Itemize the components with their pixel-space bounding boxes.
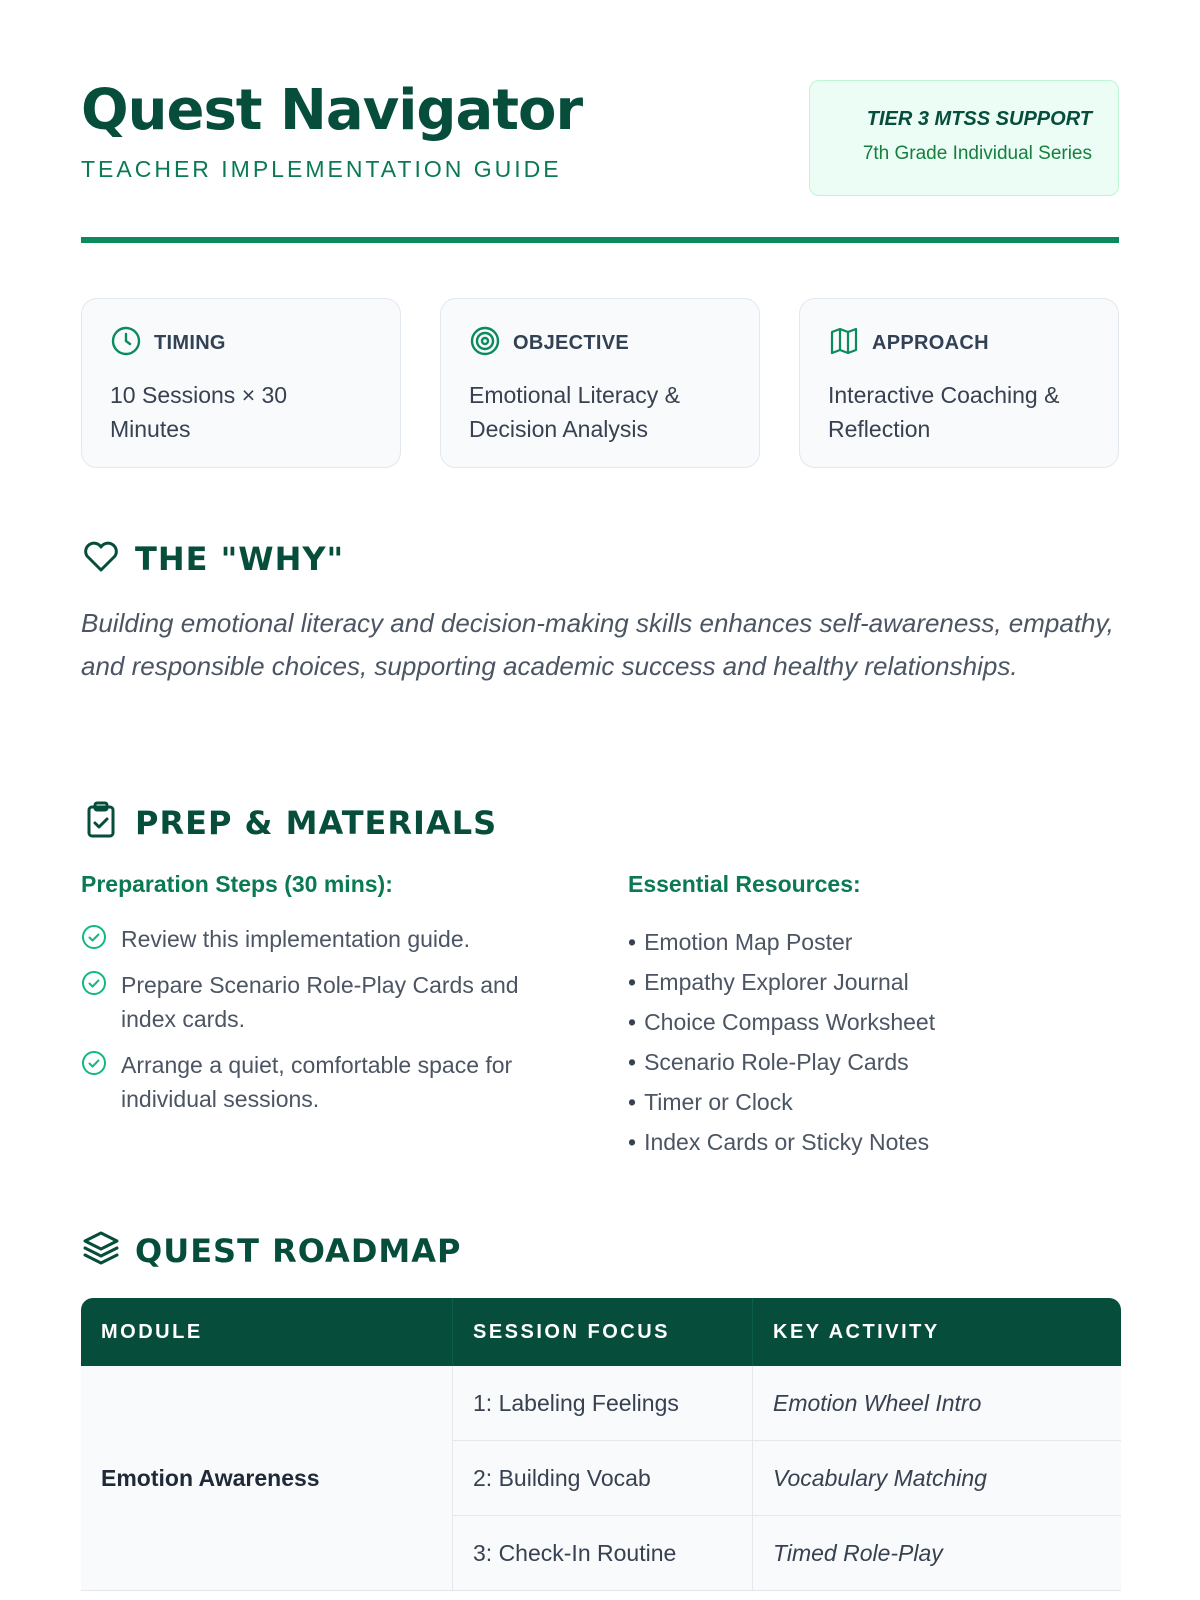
roadmap-table xyxy=(81,1298,1121,1591)
column-header-focus: SESSION FOCUS xyxy=(453,1298,753,1366)
step-text: Review this implementation guide. xyxy=(121,926,471,952)
card-body: Interactive Coaching & Reflection xyxy=(828,382,1060,442)
list-item xyxy=(81,922,561,956)
clock-icon xyxy=(110,325,142,362)
page-subtitle: TEACHER IMPLEMENTATION GUIDE xyxy=(81,156,562,182)
target-icon xyxy=(469,325,501,362)
page-title: Quest Navigator xyxy=(81,78,583,143)
why-text: Building emotional literacy and decision-making skills enhances self-awareness, empathy, and responsible choices, supporting academic success and healthy relationships. xyxy=(81,608,1114,681)
objective-card xyxy=(440,298,760,468)
approach-card xyxy=(799,298,1119,468)
table-header-row xyxy=(81,1298,1121,1366)
card-label: APPROACH xyxy=(872,332,989,354)
tier-badge xyxy=(809,80,1119,196)
heart-icon xyxy=(81,536,121,581)
section-title: PREP & MATERIALS xyxy=(135,803,498,842)
list-item: • Timer or Clock xyxy=(628,1082,935,1122)
roadmap-section-head xyxy=(81,1228,461,1273)
header xyxy=(81,0,1119,243)
check-circle-icon xyxy=(81,970,107,996)
step-text: Prepare Scenario Role-Play Cards and index cards. xyxy=(121,972,519,1032)
step-text: Arrange a quiet, comfortable space for individual sessions. xyxy=(121,1052,513,1112)
check-circle-icon xyxy=(81,924,107,950)
focus-cell: 2: Building Vocab xyxy=(453,1441,753,1516)
focus-cell: 1: Labeling Feelings xyxy=(453,1366,753,1441)
steps-title: Preparation Steps (30 mins): xyxy=(81,871,393,897)
badge-series-text: 7th Grade Individual Series xyxy=(862,143,1092,164)
activity-cell: Timed Role-Play xyxy=(753,1516,1121,1591)
timing-card xyxy=(81,298,401,468)
list-item: • Scenario Role-Play Cards xyxy=(628,1042,935,1082)
resources-list xyxy=(628,922,935,1162)
card-body: 10 Sessions × 30 Minutes xyxy=(110,382,288,442)
column-header-activity: KEY ACTIVITY xyxy=(753,1298,1121,1366)
card-label: OBJECTIVE xyxy=(513,332,630,354)
list-item xyxy=(81,1048,561,1116)
focus-cell: 3: Check-In Routine xyxy=(453,1516,753,1591)
list-item: • Empathy Explorer Journal xyxy=(628,962,935,1002)
section-title: QUEST ROADMAP xyxy=(135,1231,462,1270)
check-circle-icon xyxy=(81,1050,107,1076)
column-header-module: MODULE xyxy=(81,1298,453,1366)
list-item: • Index Cards or Sticky Notes xyxy=(628,1122,935,1162)
card-body: Emotional Literacy & Decision Analysis xyxy=(469,382,680,442)
info-cards xyxy=(81,298,1119,468)
list-item: • Choice Compass Worksheet xyxy=(628,1002,935,1042)
list-item: • Emotion Map Poster xyxy=(628,922,935,962)
activity-cell: Vocabulary Matching xyxy=(753,1441,1121,1516)
table-row xyxy=(81,1366,1121,1441)
activity-cell: Emotion Wheel Intro xyxy=(753,1366,1121,1441)
layers-icon xyxy=(81,1228,121,1273)
card-label: TIMING xyxy=(154,332,226,354)
prep-steps-list xyxy=(81,922,561,1128)
clipboard-icon xyxy=(81,800,121,845)
why-section-head xyxy=(81,536,344,581)
badge-tier-text: TIER 3 MTSS SUPPORT xyxy=(866,108,1092,130)
map-icon xyxy=(828,325,860,362)
module-cell: Emotion Awareness xyxy=(81,1366,453,1591)
section-title: THE "WHY" xyxy=(135,539,345,578)
resources-title: Essential Resources: xyxy=(628,871,861,897)
list-item xyxy=(81,968,561,1036)
prep-section-head xyxy=(81,800,497,845)
